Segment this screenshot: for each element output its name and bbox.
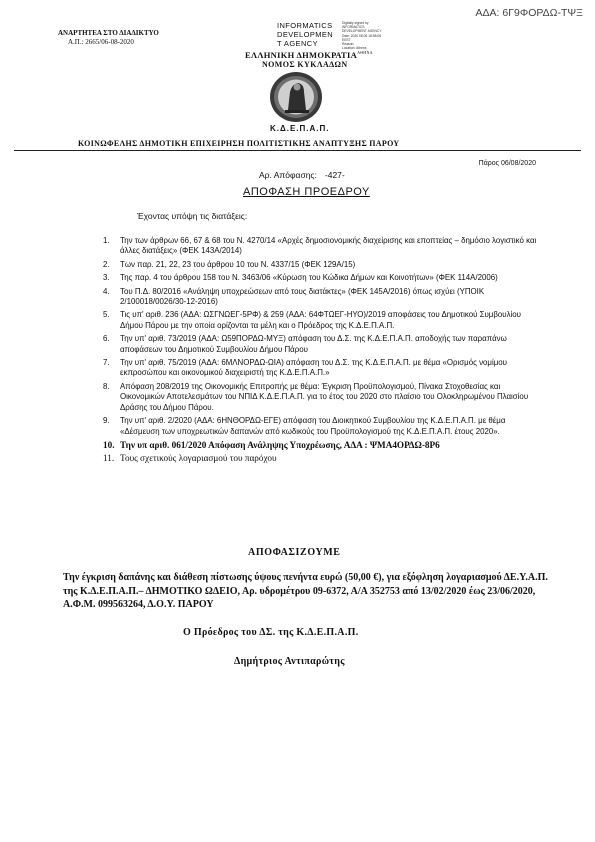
list-item-number: 4.: [103, 286, 110, 296]
signature-detail-line: Date: 2020.08.06 18:58:06: [342, 33, 382, 38]
prefecture-heading: ΝΟΜΟΣ ΚΥΚΛΑΔΩΝ: [262, 60, 348, 69]
list-item-number: 7.: [103, 358, 110, 368]
signatory-role: Ο Πρόεδρος του ΔΣ. της Κ.Δ.Ε.Π.Α.Π.: [183, 627, 359, 638]
place-date: Πάρος 06/08/2020: [478, 160, 536, 167]
decision-number-value: -427-: [324, 170, 345, 180]
decision-heading: ΑΠΟΦΑΣΙΖΟΥΜΕ: [248, 547, 341, 558]
signature-detail-line: Reason:: [342, 42, 355, 47]
list-item-number: 2.: [103, 259, 110, 269]
organization-acronym: Κ.Δ.Ε.Π.Α.Π.: [270, 124, 330, 133]
list-item-text: Τις υπ' αριθ. 236 (ΑΔΑ: ΩΣΓΝΩΕΓ-5ΡΦ) & 259 (ΑΔΑ: 64ΦΤΩΕΓ-ΗΥΟ)/2019 αποφάσεις του Δημοτικού Συμβουλίου Δήμου Πάρου με την οποία ορίζονται τα μέλη και ο Πρόεδρος της Κ.Δ.Ε.Π.Α.Π.: [120, 310, 521, 330]
protocol-number: Α.Π.: 2665/06-08-2020: [68, 38, 134, 46]
list-item-number: 3.: [103, 273, 110, 283]
document-title-text: ΑΠΟΦΑΣΗ ΠΡΟΕΔΡΟΥ: [243, 186, 370, 198]
signature-detail-line: EEST: [342, 37, 351, 42]
list-item-text: Των παρ. 21, 22, 23 του άρθρου 10 του Ν. 4337/15 (ΦΕΚ 129Α/15): [120, 259, 356, 269]
list-item: [103, 416, 543, 437]
list-item-text: Της παρ. 4 του άρθρου 158 του Ν. 3463/06 «Κύρωση του Κώδικα Δήμων και Κοινοτήτων» (ΦΕΚ 114Α/2006): [120, 273, 498, 283]
list-item: [103, 310, 543, 331]
signature-detail-line: DEVELOPMENT AGENCY: [342, 29, 382, 34]
posting-notice: [58, 29, 159, 47]
ada-code: ΑΔΑ: 6Γ9ΦΟΡΔΩ-ΤΨΞ: [475, 7, 583, 19]
list-item-number: 1.: [103, 236, 110, 245]
intro-text: Έχοντας υπόψη τις διατάξεις:: [137, 211, 248, 221]
list-item: [103, 453, 543, 463]
list-item: [103, 382, 543, 413]
signature-detail-line: Digitally signed by: [342, 21, 369, 25]
list-item-number: 8.: [103, 381, 110, 391]
decision-number: [259, 170, 345, 180]
organization-full-name: ΚΟΙΝΩΦΕΛΗΣ ΔΗΜΟΤΙΚΗ ΕΠΙΧΕΙΡΗΣΗ ΠΟΛΙΤΙΣΤΙΚΗΣ ΑΝΑΠΤΥΞΗΣ ΠΑΡΟΥ: [78, 139, 400, 148]
list-item: [103, 287, 543, 308]
posting-label: ΑΝΑΡΤΗΤΕΑ ΣΤΟ ΔΙΑΔΙΚΤΥΟ: [58, 29, 159, 37]
hellenic-republic-text: ΕΛΛΗΝΙΚΗ ΔΗΜΟΚΡΑΤΙΑ: [245, 50, 358, 60]
list-item-number: 5.: [103, 310, 110, 320]
list-item-number: 11.: [103, 453, 115, 464]
decision-number-label: Αρ. Απόφασης:: [259, 170, 317, 180]
signature-line: INFORMATICS: [277, 21, 333, 30]
signature-line: DEVELOPMEN: [277, 30, 334, 39]
list-item-text: Την υπ' αριθ. 73/2019 (ΑΔΑ: Ω59ΠΟΡΔΩ-ΜΥΞ) απόφαση του Δ.Σ. της Κ.Δ.Ε.Π.Α.Π. αποδοχής των παραπάνω αποφάσεων του Δημοτικού Συμβουλίου Δήμου Πάρου: [120, 334, 507, 354]
list-item-text: Την των άρθρων 66, 67 & 68 του Ν. 4270/14 «Αρχές δημοσιονομικής διαχείρισης και εποπτείας – δημόσιο λογιστικό και άλλες διατάξεις» (ΦΕΚ 143Α/2014): [120, 236, 537, 256]
list-item: [103, 273, 543, 283]
document-title: [243, 186, 370, 198]
provisions-list: [103, 236, 543, 467]
list-item-number: 10.: [103, 439, 115, 450]
list-item-text: Του Π.Δ. 80/2016 «Ανάληψη υποχρεώσεων από τους διατάκτες» (ΦΕΚ 145Α/2016) όπως ισχύει (ΥΠΟΙΚ 2/100018/0026/30-12-2016): [120, 286, 485, 307]
hellenic-superscript: ΑΘΗΝΑ: [357, 50, 373, 56]
list-item-text: Την υπ' αριθ. 2/2020 (ΑΔΑ: 6ΗΝΘΟΡΔΩ-ΕΓΕ) απόφαση του Διοικητικού Συμβουλίου της Κ.Δ.Ε.Π.Α.Π. με θέμα «Δέσμευση των υποχρεωτικών δαπανών από κωδικούς του Προϋπολογισμού της Κ.Δ.Ε.Π.Α.Π. έτους 2020».: [120, 416, 506, 436]
signature-detail-line: Location: Athens: [342, 46, 367, 51]
signature-detail-line: INFORMATICS: [342, 25, 365, 30]
list-item-text: Τους σχετικούς λογαριασμού του παρόχου: [120, 453, 277, 464]
municipal-emblem-icon: [268, 70, 324, 124]
digital-signature-label: [277, 21, 333, 48]
list-item-number: 9.: [103, 416, 110, 426]
list-item-text: Απόφαση 208/2019 της Οικονομικής Επιτροπής με θέμα: Έγκριση Προϋπολογισμού, Πίνακα Στοχοθεσίας και Οικονομικών Αποτελεσμάτων του ΝΠΙΔ Κ.Δ.Ε.Π.Α.Π. για το έτος του 2020 στο πλαίσιο του Ολοκληρωμένου Πλαισίου Δράσης του Δήμου Πάρου.: [120, 381, 529, 412]
list-item-text: Την υπ αριθ. 061/2020 Απόφαση Ανάληψης Υποχρέωσης, ΑΔΑ : ΨΜΑ4ΟΡΔΩ-8Ρ6: [120, 439, 440, 450]
list-item: [103, 358, 543, 379]
signatory-name: Δημήτριος Αντιπαρώτης: [234, 656, 345, 667]
digital-signature-details: [342, 21, 392, 50]
list-item-text: Την υπ' αριθ. 75/2019 (ΑΔΑ: 6ΜΛΝΟΡΔΩ-ΩΙΑ) απόφαση του Δ.Σ. της Κ.Δ.Ε.Π.Α.Π. με θέμα «Ορισμός νομίμου εκπροσώπου και οικονομικού διαχειριστή της Κ.Δ.Ε.Π.Α.Π.»: [120, 358, 507, 378]
decision-text: Την έγκριση δαπάνης και διάθεση πίστωσης ύψους πενήντα ευρώ (50,00 €), για εξόφληση λογαριασμού ΔΕ.Υ.Α.Π. της Κ.Δ.Ε.Π.Α.Π.– ΔΗΜΟΤΙΚΟ ΩΔΕΙΟ, Αρ. υδρομέτρου 09-6372, Α/Α 352753 από 13/02/2020 έως 23/06/2020, Α.Φ.Μ. 099563264, Δ.Ο.Υ. ΠΑΡΟΥ: [63, 572, 548, 610]
list-item: [103, 236, 543, 257]
header-divider: [14, 150, 581, 151]
list-item: [103, 260, 543, 270]
list-item-number: 6.: [103, 334, 110, 344]
signature-line: T AGENCY: [277, 39, 318, 48]
list-item: [103, 440, 543, 451]
list-item: [103, 334, 543, 355]
hellenic-republic-heading: [245, 50, 373, 60]
